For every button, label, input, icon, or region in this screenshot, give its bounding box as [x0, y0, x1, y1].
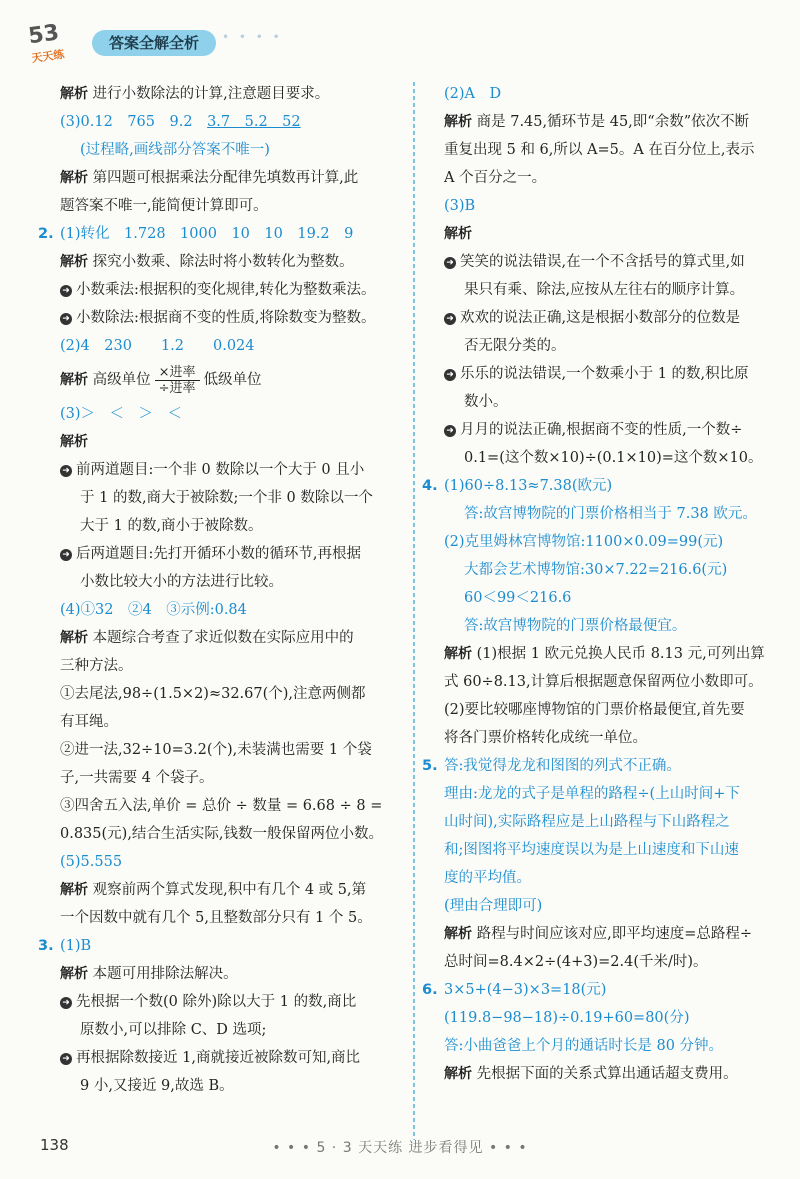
answer-line: 山时间),实际路程应是上山路程与下山路程之 [444, 814, 730, 830]
answer-line: 度的平均值。 [444, 870, 531, 886]
page-number: 138 [40, 1136, 69, 1154]
analysis-line: 解析 第四题可根据乘法分配律先填数再计算,此 [60, 170, 359, 186]
header-dots: • • • • [222, 30, 283, 44]
text-line: 将各门票价格转化成统一单位。 [444, 730, 647, 746]
conversion-arrows: $\frac{\text{×进率}}{\text{÷进率}}$ [155, 365, 200, 396]
analysis-line: 解析 本题综合考查了求近似数在实际应用中的 [60, 630, 354, 646]
bullet-item: ➜ 先根据一个数(0 除外)除以大于 1 的数,商比 [40, 988, 408, 1016]
arrow-icon: ➜ [444, 369, 456, 381]
footer-slogan: • • • 5 · 3 天天练 进步看得见 • • • [272, 1140, 528, 1156]
bullet-item: ➜ 小数除法:根据商不变的性质,将除数变为整数。 [40, 304, 408, 332]
text-line: 否无限分类的。 [464, 338, 566, 354]
text-line: 0.835(元),结合生活实际,钱数一般保留两位小数。 [60, 826, 384, 842]
answer-note: (过程略,画线部分答案不唯一) [80, 142, 270, 158]
answer-note: (理由合理即可) [444, 898, 543, 914]
text-line: A 个百分之一。 [444, 170, 547, 186]
arrow-icon: ➜ [60, 549, 72, 561]
bullet-item: ➜ 小数乘法:根据积的变化规律,转化为整数乘法。 [40, 276, 408, 304]
brand-logo: 53 天天练 [26, 20, 66, 66]
text-line: 小数比较大小的方法进行比较。 [80, 574, 283, 590]
text-line: (2)要比较哪座博物馆的门票价格最便宜,首先要 [444, 702, 745, 718]
text-line: 有耳绳。 [60, 714, 118, 730]
question-5: 5. 答:我觉得龙龙和图图的列式不正确。 [422, 758, 681, 774]
text-line: ③四舍五入法,单价 = 总价 ÷ 数量 = 6.68 ÷ 8 = [60, 798, 383, 814]
arrow-icon: ➜ [60, 285, 72, 297]
answer-line: (3)B [444, 198, 476, 214]
arrow-icon: ➜ [60, 1053, 72, 1065]
answer-line: (3)＞ ＜ ＞ ＜ [60, 406, 183, 422]
analysis-line: 解析 商是 7.45,循环节是 45,即“余数”依次不断 [444, 114, 750, 130]
bullet-item: ➜ 笑笑的说法错误,在一个不含括号的算式里,如 [424, 248, 786, 276]
analysis-line: 解析 本题可用排除法解决。 [60, 966, 238, 982]
analysis-line: 解析 [444, 226, 472, 242]
text-line: 0.1=(这个数×10)÷(0.1×10)=这个数×10。 [464, 450, 763, 466]
text-line: 题答案不唯一,能简便计算即可。 [60, 198, 268, 214]
analysis-line: 解析 先根据下面的关系式算出通话超支费用。 [444, 1066, 738, 1082]
bullet-item: ➜ 欢欢的说法正确,这是根据小数部分的位数是 [424, 304, 786, 332]
answer-line: 60＜99＜216.6 [464, 590, 572, 606]
left-column [40, 80, 408, 1100]
answer-line: 答:小曲爸爸上个月的通话时长是 80 分钟。 [444, 1038, 724, 1054]
text-line: 子,一共需要 4 个袋子。 [60, 770, 214, 786]
text-line: 式 60÷8.13,计算后根据题意保留两位小数即可。 [444, 674, 763, 690]
analysis-line: 解析 [60, 434, 88, 450]
arrow-icon: ➜ [444, 257, 456, 269]
analysis-line: 解析 高级单位 $\frac{\text{×进率}}{\text{÷进率}}$ 低级单位 [60, 364, 262, 396]
analysis-line: 解析 观察前两个算式发现,积中有几个 4 或 5,第 [60, 882, 367, 898]
bullet-item: ➜ 前两道题目:一个非 0 数除以一个大于 0 且小 [40, 456, 408, 484]
answer-line: (5)5.555 [60, 854, 123, 870]
answer-line: (2)4 230 1.2 0.024 [60, 338, 255, 354]
text-line: 重复出现 5 和 6,所以 A=5。A 在百分位上,表示 [444, 142, 755, 158]
answer-line: 理由:龙龙的式子是单程的路程÷(上山时间+下 [444, 786, 740, 802]
answer-line: 和;图图将平均速度误以为是上山速度和下山速 [444, 842, 739, 858]
analysis-line: 解析 路程与时间应该对应,即平均速度=总路程÷ [444, 926, 753, 942]
arrow-icon: ➜ [444, 313, 456, 325]
text-line: ②进一法,32÷10=3.2(个),未装满也需要 1 个袋 [60, 742, 372, 758]
answer-line: (3)0.12 765 9.2 3.7 5.2 52 [60, 114, 301, 130]
question-6: 6. 3×5+(4−3)×3=18(元) [422, 982, 607, 998]
answer-line: (119.8−98−18)÷0.19+60=80(分) [444, 1010, 690, 1026]
bullet-item: ➜ 乐乐的说法错误,一个数乘小于 1 的数,积比原 [424, 360, 786, 388]
column-divider [413, 82, 415, 1140]
text-line: 果只有乘、除法,应按从左往右的顺序计算。 [464, 282, 745, 298]
section-tab: 答案全解全析 [92, 30, 216, 56]
question-4: 4. (1)60÷8.13≈7.38(欧元) [422, 478, 613, 494]
text-line: 三种方法。 [60, 658, 133, 674]
bullet-item: ➜ 再根据除数接近 1,商就接近被除数可知,商比 [40, 1044, 408, 1072]
analysis-line: 解析 进行小数除法的计算,注意题目要求。 [60, 86, 330, 102]
answer-line: (2)克里姆林宫博物馆:1100×0.09=99(元) [444, 534, 724, 550]
text-line: ①去尾法,98÷(1.5×2)≈32.67(个),注意两侧都 [60, 686, 366, 702]
text-line: 大于 1 的数,商小于被除数。 [80, 518, 263, 534]
text-line: 原数小,可以排除 C、D 选项; [80, 1022, 267, 1038]
analysis-line: 解析 (1)根据 1 欧元兑换人民币 8.13 元,可列出算 [444, 646, 765, 662]
text-line: 于 1 的数,商大于被除数;一个非 0 数除以一个 [80, 490, 373, 506]
answer-line: 答:故宫博物院的门票价格最便宜。 [464, 618, 687, 634]
text-line: 总时间=8.4×2÷(4+3)=2.4(千米/时)。 [444, 954, 708, 970]
text-line: 数小。 [464, 394, 508, 410]
question-3: 3. (1)B [38, 938, 92, 954]
question-2: 2. (1)转化 1.728 1000 10 10 19.2 9 [38, 226, 354, 242]
answer-line: (4)①32 ②4 ③示例:0.84 [60, 602, 247, 618]
arrow-icon: ➜ [444, 425, 456, 437]
arrow-icon: ➜ [60, 997, 72, 1009]
text-line: 一个因数中就有几个 5,且整数部分只有 1 个 5。 [60, 910, 372, 926]
answer-line: 大都会艺术博物馆:30×7.22=216.6(元) [464, 562, 728, 578]
right-column [424, 80, 786, 1088]
answer-line: 答:故宫博物院的门票价格相当于 7.38 欧元。 [464, 506, 757, 522]
arrow-icon: ➜ [60, 465, 72, 477]
analysis-line: 解析 探究小数乘、除法时将小数转化为整数。 [60, 254, 354, 270]
bullet-item: ➜ 后两道题目:先打开循环小数的循环节,再根据 [40, 540, 408, 568]
arrow-icon: ➜ [60, 313, 72, 325]
bullet-item: ➜ 月月的说法正确,根据商不变的性质,一个数÷ [424, 416, 786, 444]
text-line: 9 小,又接近 9,故选 B。 [80, 1078, 234, 1094]
answer-line: (2)A D [444, 86, 502, 102]
